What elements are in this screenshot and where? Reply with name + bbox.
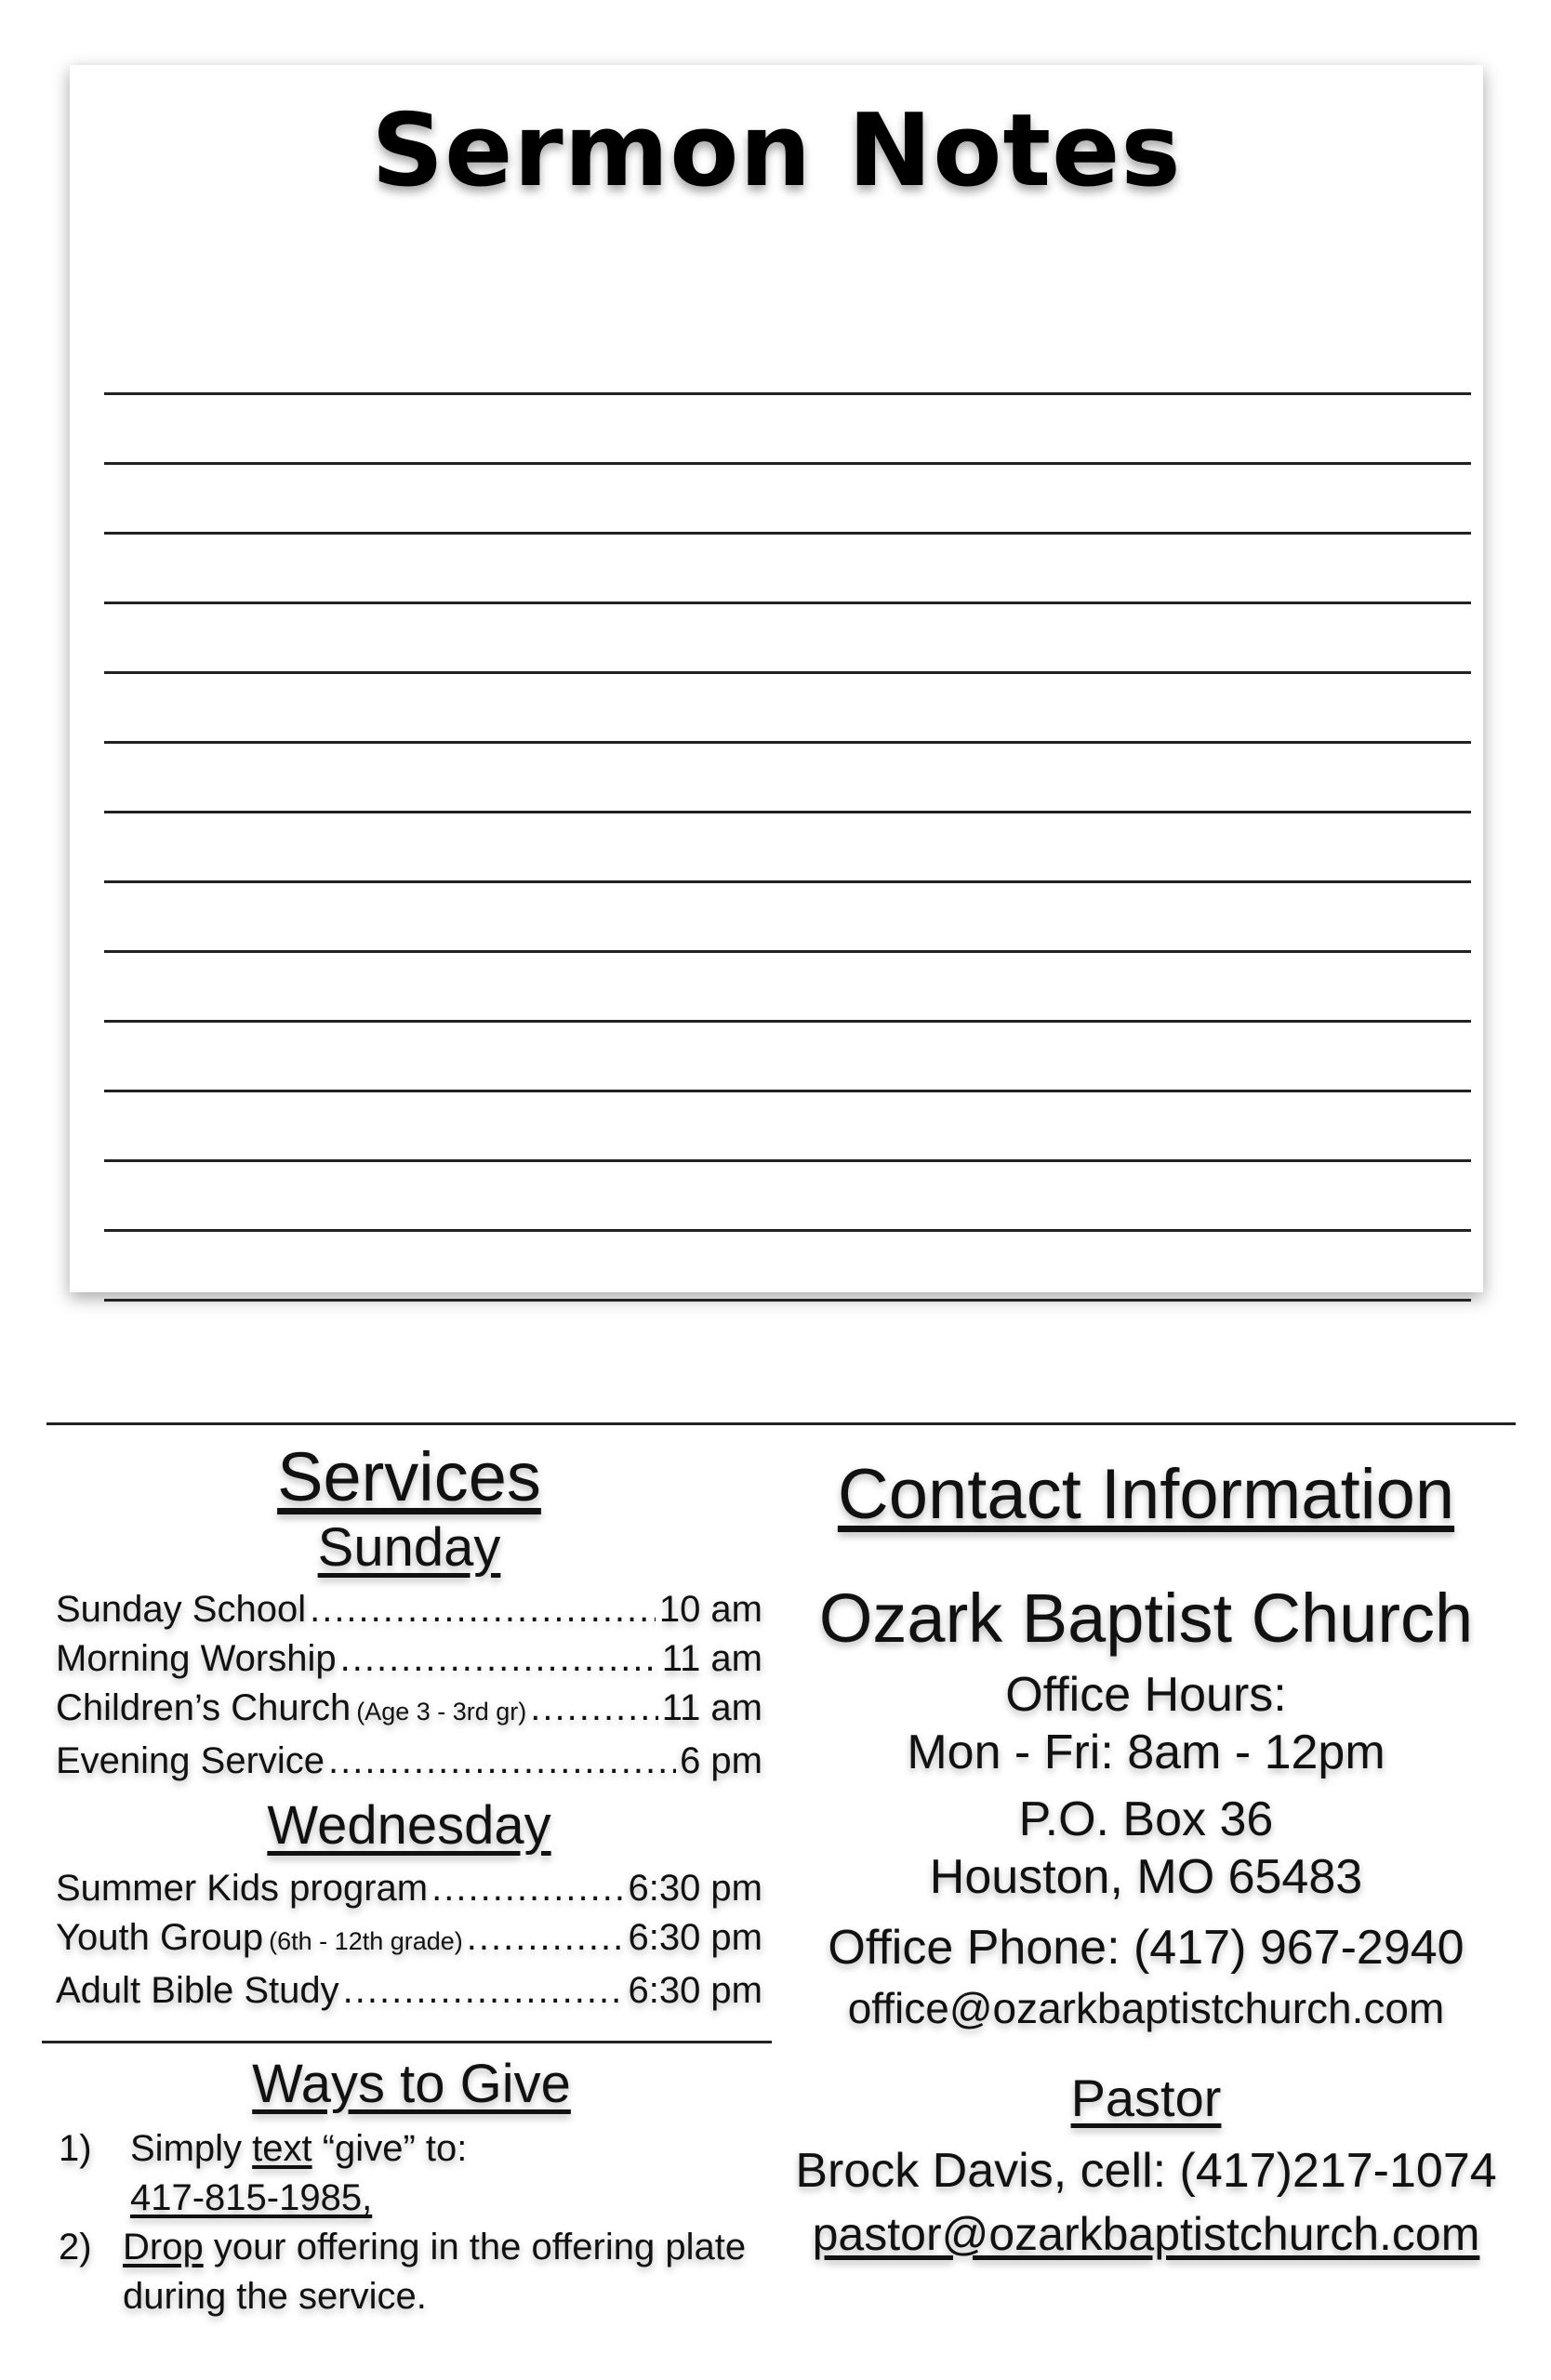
ways-to-give-heading: Ways to Give bbox=[252, 2054, 571, 2114]
give-number: 2) bbox=[59, 2227, 92, 2268]
give-text-prefix: Simply bbox=[130, 2128, 253, 2169]
service-name: Children’s Church bbox=[56, 1687, 351, 1728]
note-line[interactable] bbox=[104, 1092, 1471, 1162]
note-line[interactable] bbox=[104, 1232, 1471, 1302]
service-name: Youth Group bbox=[56, 1917, 264, 1958]
service-note: (Age 3 - 3rd gr) bbox=[356, 1698, 527, 1726]
section-divider bbox=[46, 1422, 1516, 1425]
sunday-heading: Sunday bbox=[317, 1517, 501, 1578]
schedule-row bbox=[56, 1913, 762, 1966]
contact-section bbox=[786, 1450, 1506, 2265]
give-option-drop bbox=[51, 2223, 772, 2321]
schedule-row bbox=[56, 1966, 762, 2016]
give-text-content bbox=[130, 2124, 467, 2223]
service-time: 11 am bbox=[661, 1687, 762, 1728]
note-line[interactable] bbox=[104, 1023, 1471, 1092]
service-name: Adult Bible Study bbox=[56, 1970, 339, 2011]
schedule-row bbox=[56, 1737, 762, 1786]
dot-leader bbox=[343, 1966, 625, 2016]
dot-leader bbox=[530, 1684, 658, 1733]
note-line[interactable] bbox=[104, 535, 1471, 604]
give-drop-keyword: Drop bbox=[123, 2227, 204, 2268]
column-divider bbox=[42, 2041, 772, 2043]
service-note: (6th - 12th grade) bbox=[269, 1927, 463, 1955]
service-name: Sunday School bbox=[56, 1589, 307, 1630]
note-line[interactable] bbox=[104, 674, 1471, 744]
pastor-heading: Pastor bbox=[1070, 2069, 1222, 2127]
give-drop-content bbox=[123, 2223, 772, 2321]
give-drop-text: your offering in the offering plate during the service. bbox=[123, 2227, 747, 2317]
pastor-contact: Brock Davis, cell: (417)217-1074 bbox=[795, 2144, 1497, 2198]
sermon-notes-title: Sermon Notes bbox=[371, 93, 1182, 209]
service-name: Evening Service bbox=[56, 1740, 325, 1781]
note-line[interactable] bbox=[104, 1162, 1471, 1232]
give-option-text bbox=[51, 2124, 772, 2223]
notes-lines bbox=[104, 325, 1471, 1302]
dot-leader bbox=[310, 1585, 656, 1634]
note-line[interactable] bbox=[104, 604, 1471, 674]
note-line[interactable] bbox=[104, 813, 1471, 883]
give-text-suffix: “give” to: bbox=[312, 2128, 468, 2169]
service-time: 6:30 pm bbox=[628, 1970, 762, 2011]
church-name: Ozark Baptist Church bbox=[818, 1580, 1474, 1657]
office-phone[interactable]: Office Phone: (417) 967-2940 bbox=[828, 1921, 1465, 1975]
dot-leader bbox=[328, 1737, 676, 1786]
sunday-schedule bbox=[56, 1585, 762, 1786]
wednesday-heading: Wednesday bbox=[267, 1795, 551, 1856]
dot-leader bbox=[467, 1913, 625, 1963]
service-name: Summer Kids program bbox=[56, 1868, 429, 1909]
service-time: 6 pm bbox=[680, 1740, 762, 1781]
note-line[interactable] bbox=[104, 325, 1471, 395]
sermon-notes-card bbox=[70, 65, 1483, 1292]
services-section bbox=[56, 1436, 762, 2016]
schedule-row bbox=[56, 1864, 762, 1913]
service-time: 11 am bbox=[661, 1638, 762, 1679]
service-time: 10 am bbox=[658, 1589, 762, 1630]
give-text-keyword: text bbox=[252, 2128, 312, 2169]
note-line[interactable] bbox=[104, 744, 1471, 813]
note-line[interactable] bbox=[104, 395, 1471, 465]
wednesday-schedule bbox=[56, 1864, 762, 2016]
schedule-row bbox=[56, 1585, 762, 1634]
pastor-email-link[interactable]: pastor@ozarkbaptistchurch.com bbox=[812, 2208, 1480, 2260]
give-number: 1) bbox=[59, 2128, 92, 2169]
schedule-row bbox=[56, 1684, 762, 1737]
dot-leader bbox=[431, 1864, 624, 1913]
note-line[interactable] bbox=[104, 953, 1471, 1023]
note-line[interactable] bbox=[104, 883, 1471, 953]
address-line-2: Houston, MO 65483 bbox=[929, 1850, 1363, 1904]
office-email-link[interactable]: office@ozarkbaptistchurch.com bbox=[847, 1984, 1445, 2032]
office-hours: Mon - Fri: 8am - 12pm bbox=[907, 1726, 1385, 1779]
service-time: 6:30 pm bbox=[628, 1917, 762, 1958]
contact-heading: Contact Information bbox=[837, 1455, 1455, 1534]
service-name: Morning Worship bbox=[56, 1638, 337, 1679]
ways-to-give-section bbox=[51, 2050, 772, 2321]
note-line[interactable] bbox=[104, 465, 1471, 535]
service-time: 6:30 pm bbox=[628, 1868, 762, 1909]
office-hours-label: Office Hours: bbox=[1005, 1668, 1287, 1722]
dot-leader bbox=[340, 1634, 658, 1684]
address-line-1: P.O. Box 36 bbox=[1018, 1792, 1274, 1846]
services-heading: Services bbox=[277, 1438, 541, 1515]
schedule-row bbox=[56, 1634, 762, 1684]
give-phone-link[interactable]: 417-815-1985, bbox=[130, 2177, 373, 2218]
